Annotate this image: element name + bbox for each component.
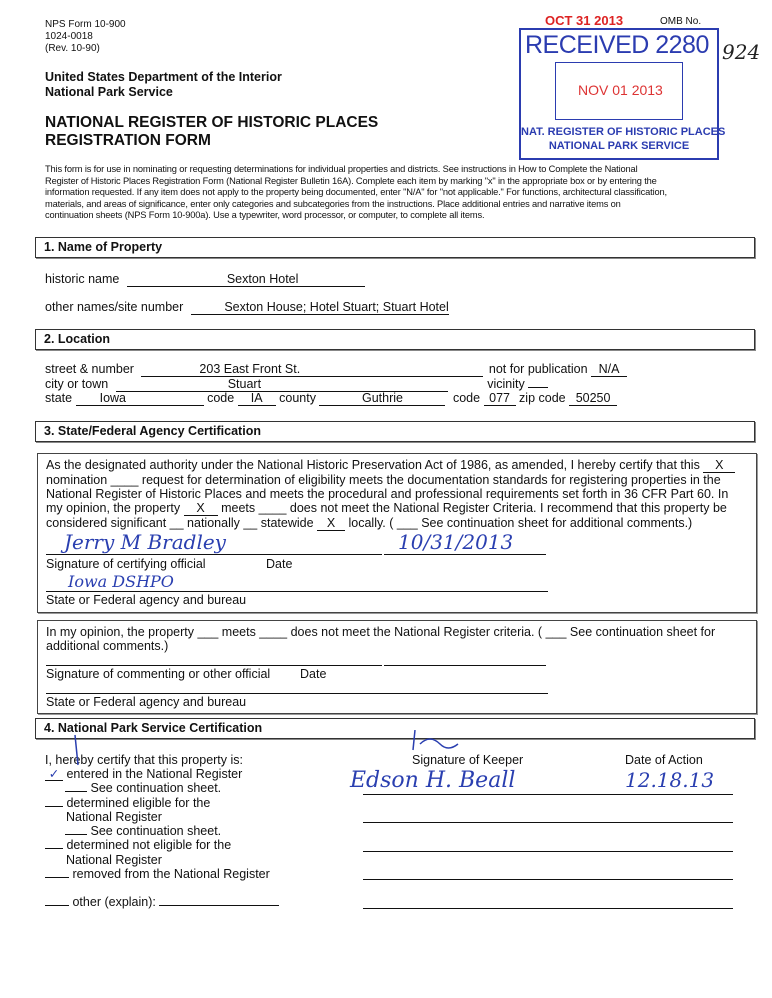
omb-code: 1024-0018	[45, 31, 93, 42]
keeper-line	[363, 879, 733, 880]
stamp-line-2: NATIONAL PARK SERVICE	[548, 140, 690, 152]
instructions	[45, 164, 667, 222]
form-number: NPS Form 10-900	[45, 19, 126, 30]
nfp-label: not for publication	[488, 362, 588, 376]
instruction-line: materials, and areas of significance, enter only categories and subcategories from the instructions. Place additional entries and narrative items on	[45, 198, 621, 209]
agency-line	[46, 693, 548, 694]
other-explain-field[interactable]	[159, 905, 279, 906]
entered-checkbox[interactable]: ✓	[45, 767, 63, 781]
historic-name-row	[45, 272, 365, 287]
locally-mark[interactable]: X	[317, 517, 345, 531]
omb-no: OMB No.	[660, 16, 702, 27]
instruction-line: continuation sheets (NPS Form 10-900a). Use a typewriter, word processor, or computer, to complete all items.	[45, 210, 485, 221]
stamp-date-top: OCT 31 2013	[545, 13, 624, 28]
other-names-row	[45, 300, 449, 315]
date-label: Date	[266, 557, 293, 571]
county-label: county	[279, 391, 316, 405]
county-field[interactable]: Guthrie	[319, 392, 445, 406]
certifying-signature: Jerry M Bradley	[64, 530, 226, 554]
section-heading: 2. Location	[44, 332, 110, 346]
not-eligible-checkbox[interactable]	[45, 848, 63, 849]
agency-label: State or Federal agency and bureau	[46, 695, 247, 709]
keeper-line	[363, 908, 733, 909]
state-code-label: code	[207, 391, 235, 405]
city-field[interactable]: Stuart	[116, 378, 448, 392]
historic-name-label: historic name	[45, 272, 120, 286]
county-code-field[interactable]: 077	[484, 392, 516, 406]
cert-line: my opinion, the property	[46, 501, 181, 516]
state-field[interactable]: Iowa	[76, 392, 204, 406]
eligible-checkbox[interactable]	[45, 806, 63, 807]
date-line	[384, 665, 546, 666]
revision: (Rev. 10-90)	[45, 43, 100, 54]
certification-text	[46, 458, 735, 531]
opinion-line: additional comments.)	[46, 639, 169, 654]
option-label: other (explain):	[72, 895, 156, 910]
vicinity-field[interactable]	[528, 387, 548, 388]
other-names-label: other names/site number	[45, 300, 184, 314]
cert-line: meets ____ does not meet the National Register Criteria. I recommend that this property be	[221, 501, 727, 516]
opinion-text	[46, 625, 715, 653]
page-subtitle: REGISTRATION FORM	[45, 132, 211, 149]
cert-line: National Register of Historic Places and meets the procedural and professional requirements set forth in 36 CFR Part 60. In	[46, 487, 729, 502]
signature-line	[46, 665, 382, 666]
cert-line: nomination ____ request for determination of eligibility meets the documentation standards for registering properties in the	[46, 473, 721, 487]
opinion-line: In my opinion, the property ___ meets ____ does not meet the National Register criteria. ( ___ See continuation sheet for	[46, 625, 716, 639]
section-heading: 3. State/Federal Agency Certification	[44, 424, 261, 438]
option-label: National Register	[66, 809, 162, 824]
instruction-line: Register of Historic Places Registration Form (National Register Bulletin 16A). Complete each item by marking "x" in the appropriate box or by entering the	[45, 175, 657, 186]
other-names-field[interactable]: Sexton House; Hotel Stuart; Stuart Hotel	[191, 301, 449, 315]
keeper-signature: Edson H. Beall	[350, 768, 516, 793]
option-label: National Register	[66, 852, 162, 867]
date-label: Date	[300, 667, 327, 681]
section-2-header	[35, 329, 755, 350]
action-date: 12.18.13	[625, 768, 715, 792]
handwritten-number: 924	[722, 40, 761, 64]
street-field[interactable]: 203 East Front St.	[141, 363, 483, 377]
city-label: city or town	[45, 377, 109, 391]
nomination-mark[interactable]: X	[703, 459, 735, 473]
continuation-checkbox[interactable]	[65, 791, 87, 792]
keeper-label: Signature of Keeper	[412, 753, 524, 767]
option-label: See continuation sheet.	[90, 781, 222, 796]
signature-label: Signature of commenting or other official	[46, 667, 271, 681]
stamp-line-1: NAT. REGISTER OF HISTORIC PLACES	[521, 126, 726, 138]
certification-box	[37, 453, 757, 613]
zip-field[interactable]: 50250	[569, 392, 617, 406]
vicinity-label: vicinity	[487, 377, 525, 391]
date-line	[384, 554, 546, 555]
agency: National Park Service	[45, 85, 173, 99]
keeper-line	[363, 851, 733, 852]
zip-label: zip code	[519, 391, 566, 405]
certify-intro: I, hereby certify that this property is:	[45, 753, 243, 767]
instruction-line: This form is for use in nominating or requesting determinations for individual properties and districts. See instructions in How to Complete the National	[45, 164, 638, 174]
option-label: removed from the National Register	[72, 867, 270, 882]
signature-line	[46, 554, 382, 555]
cert-line: locally. ( ___ See continuation sheet for additional comments.)	[348, 516, 693, 531]
historic-name-field[interactable]: Sexton Hotel	[127, 273, 365, 287]
keeper-line	[363, 822, 733, 823]
keeper-line	[363, 794, 733, 795]
option-label: See continuation sheet.	[90, 824, 222, 839]
stamp-date-inner: NOV 01 2013	[578, 82, 663, 98]
state-row	[45, 391, 617, 406]
signature-label: Signature of certifying official	[46, 557, 206, 571]
continuation-checkbox[interactable]	[65, 834, 87, 835]
section-heading: 1. Name of Property	[44, 240, 163, 254]
meets-mark[interactable]: X	[184, 502, 218, 516]
section-heading: 4. National Park Service Certification	[44, 721, 263, 735]
cert-line: considered significant __ nationally __ statewide	[46, 516, 314, 531]
street-label: street & number	[45, 362, 134, 376]
county-code-label: code	[452, 391, 481, 405]
nps-options	[45, 767, 279, 910]
nfp-field[interactable]: N/A	[591, 363, 627, 377]
page-title: NATIONAL REGISTER OF HISTORIC PLACES	[45, 114, 379, 131]
option-label: entered in the National Register	[66, 767, 243, 781]
agency-label: State or Federal agency and bureau	[46, 593, 247, 607]
instruction-line: information requested. If any item does not apply to the property being documented, enter "N/A" for "not applicable." For functions, architectural classification,	[45, 187, 667, 198]
other-checkbox[interactable]	[45, 905, 69, 906]
opinion-box	[37, 620, 757, 714]
department: United States Department of the Interior	[45, 70, 282, 84]
option-label: determined not eligible for the	[66, 838, 232, 853]
city-row	[45, 377, 548, 392]
state-code-field[interactable]: IA	[238, 392, 276, 406]
removed-checkbox[interactable]	[45, 877, 69, 878]
action-date-label: Date of Action	[625, 753, 703, 767]
cert-line: As the designated authority under the National Historic Preservation Act of 1986, as amended, I hereby certify that this	[46, 458, 700, 472]
stamp-received: RECEIVED 2280	[525, 31, 709, 59]
street-row	[45, 362, 627, 377]
state-label: state	[45, 391, 73, 405]
certifying-date: 10/31/2013	[398, 530, 514, 554]
option-label: determined eligible for the	[66, 795, 211, 810]
agency-line	[46, 591, 548, 592]
section-1-header	[35, 237, 755, 258]
section-3-header	[35, 421, 755, 442]
agency-handwritten: Iowa DSHPO	[68, 572, 174, 591]
